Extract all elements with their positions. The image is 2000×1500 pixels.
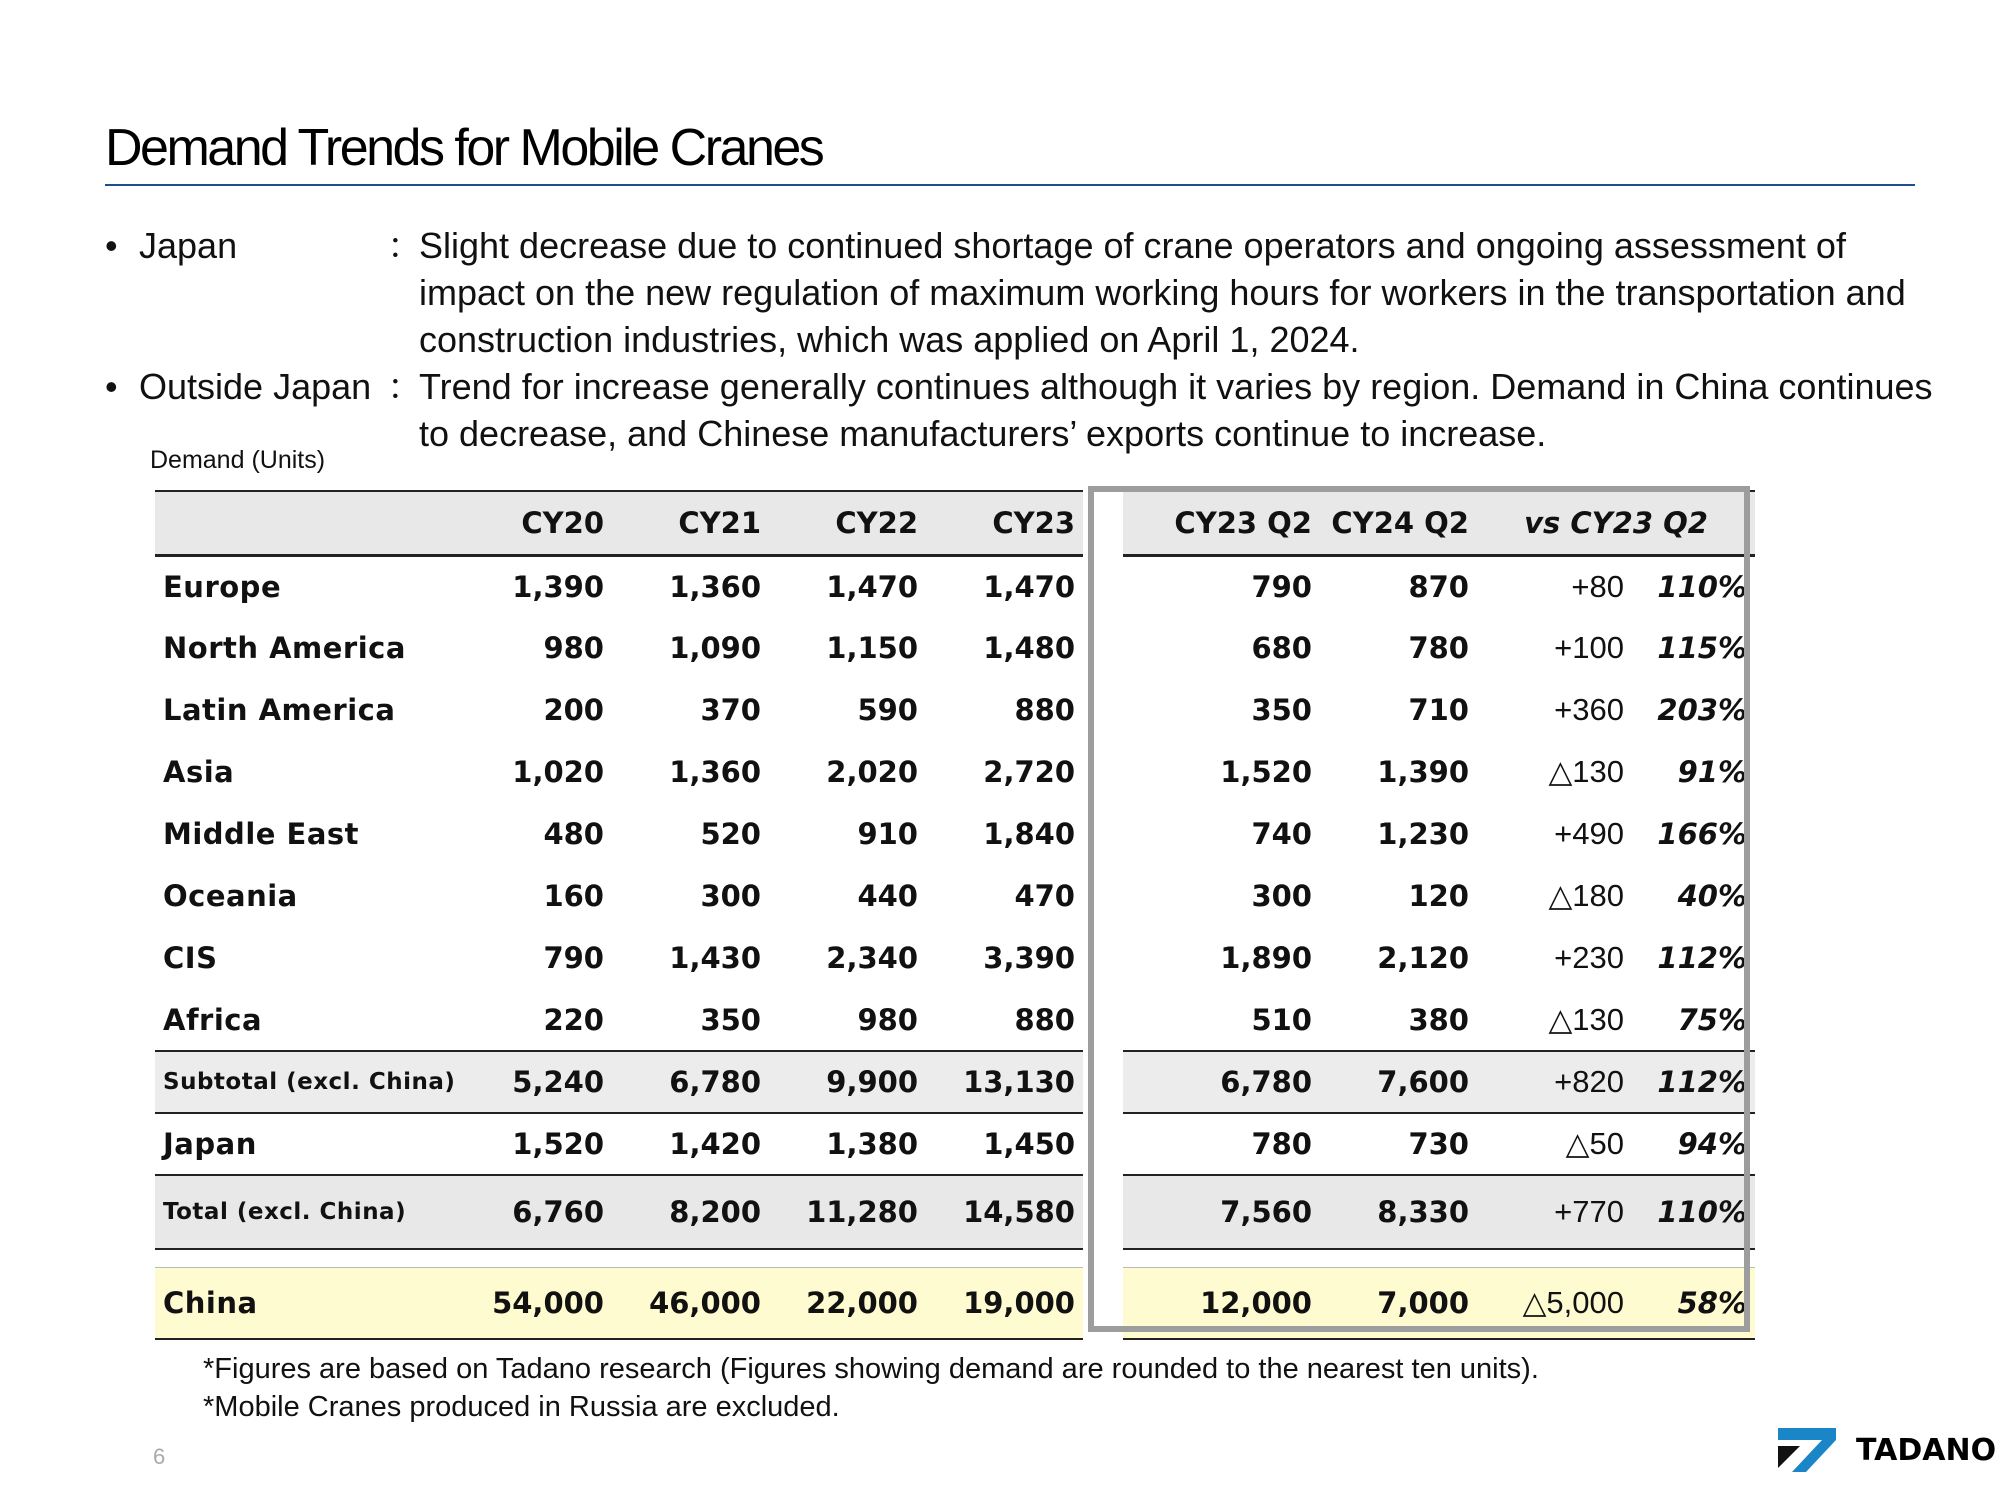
cell-cy21: 1,360 (669, 569, 761, 604)
cell-cy20: 1,390 (512, 569, 604, 604)
footnote: *Mobile Cranes produced in Russia are excluded. (203, 1391, 840, 1423)
header-cy23: CY23 (926, 491, 1083, 555)
cell-cy23: 1,840 (983, 817, 1075, 851)
cell-cy23: 3,390 (983, 941, 1075, 975)
demand-table (155, 490, 1755, 1340)
cell-region: Subtotal (excl. China) (155, 1051, 455, 1113)
cell-diff: +80 (1571, 568, 1624, 604)
cell-cy23: 1,470 (983, 569, 1075, 604)
cell-region: Africa (163, 1002, 263, 1037)
cell-pct: 112% (1632, 1051, 1755, 1113)
cell-cy20: 160 (543, 879, 604, 913)
cell-cy22: 22,000 (769, 1267, 926, 1339)
cell-cy21: 6,780 (612, 1051, 769, 1113)
cell-cy24-q2: 380 (1408, 1002, 1469, 1037)
cell-cy24-q2: 120 (1408, 879, 1469, 913)
tadano-logo (1778, 1428, 1996, 1472)
cell-diff: +770 (1477, 1175, 1632, 1249)
cell-cy22: 2,340 (826, 941, 918, 975)
cell-diff: △130 (1548, 1001, 1624, 1037)
cell-cy23: 2,720 (983, 755, 1075, 789)
cell-pct: 94% (1632, 1113, 1755, 1175)
bullet-marker: • (105, 366, 118, 407)
cell-cy24-q2: 8,330 (1320, 1175, 1477, 1249)
cell-cy21: 8,200 (612, 1175, 769, 1249)
bullet-colon: ： (387, 225, 424, 266)
cell-diff: +490 (1554, 816, 1624, 851)
column-gap (1083, 679, 1123, 741)
cell-cy22: 1,380 (769, 1113, 926, 1175)
cell-cy23: 13,130 (926, 1051, 1083, 1113)
cell-region: Asia (163, 755, 235, 789)
cell-cy24-q2: 710 (1408, 693, 1469, 727)
cell-cy22: 980 (857, 1002, 918, 1037)
cell-diff: +230 (1554, 940, 1624, 975)
cell-cy20: 1,520 (455, 1113, 612, 1175)
cell-cy23-q2: 780 (1123, 1113, 1320, 1175)
subtotal-row (155, 1051, 1755, 1113)
spacer-cell (155, 1249, 1755, 1267)
cell-cy22: 2,020 (826, 755, 918, 789)
cell-pct: 75% (1677, 1002, 1748, 1037)
cell-cy23: 14,580 (926, 1175, 1083, 1249)
cell-pct: 110% (1632, 1175, 1755, 1249)
cell-diff: +820 (1477, 1051, 1632, 1113)
bullet-label: Outside Japan (139, 366, 372, 407)
cell-cy22: 910 (857, 817, 918, 851)
header-cy23-q2: CY23 Q2 (1123, 491, 1320, 555)
cell-cy24-q2: 730 (1320, 1113, 1477, 1175)
cell-cy22: 440 (857, 879, 918, 913)
cell-cy22: 590 (857, 693, 918, 727)
column-gap (1083, 927, 1123, 989)
footnote: *Figures are based on Tadano research (Figures showing demand are rounded to the nearest ten units). (203, 1353, 1539, 1385)
column-gap (1083, 491, 1123, 555)
cell-cy23: 470 (1014, 879, 1075, 913)
cell-cy24-q2: 870 (1408, 569, 1469, 604)
cell-region: China (155, 1267, 455, 1339)
bullet-text: Trend for increase generally continues although it varies by region. Demand in China continues to decrease, and Chinese manufacturers’ exports continue to increase. (419, 366, 1933, 454)
cell-diff: △5,000 (1477, 1267, 1632, 1339)
bullet-text: Slight decrease due to continued shortage of crane operators and ongoing assessment of impact on the new regulation of maximum working hours for workers in the transportation and construction industries, which was applied on April 1, 2024. (419, 225, 1906, 360)
table-row (155, 679, 1755, 741)
column-gap (1083, 1175, 1123, 1249)
cell-cy23-q2: 350 (1251, 693, 1312, 727)
column-gap (1083, 617, 1123, 679)
cell-cy24-q2: 1,230 (1377, 817, 1469, 851)
table-row (155, 555, 1755, 617)
bullet-list (105, 222, 1935, 457)
table-row (155, 865, 1755, 927)
cell-cy20: 980 (543, 631, 604, 665)
cell-cy24-q2: 780 (1408, 631, 1469, 665)
table-row (155, 927, 1755, 989)
table-caption: Demand (Units) (150, 446, 326, 474)
column-gap (1083, 989, 1123, 1051)
cell-cy23-q2: 7,560 (1123, 1175, 1320, 1249)
cell-pct: 110% (1657, 569, 1748, 604)
japan-row (155, 1113, 1755, 1175)
header-cy20: CY20 (455, 491, 612, 555)
cell-cy23-q2: 740 (1251, 817, 1312, 851)
cell-region: Middle East (163, 817, 360, 851)
cell-cy21: 1,420 (612, 1113, 769, 1175)
cell-cy21: 1,090 (669, 631, 761, 665)
cell-cy21: 300 (700, 879, 761, 913)
cell-region: North America (163, 631, 406, 665)
cell-cy23-q2: 12,000 (1123, 1267, 1320, 1339)
header-cy22: CY22 (769, 491, 926, 555)
cell-region: Japan (155, 1113, 455, 1175)
column-gap (1083, 803, 1123, 865)
cell-cy23: 880 (1014, 693, 1075, 727)
cell-region: Latin America (163, 693, 396, 727)
cell-cy21: 370 (700, 693, 761, 727)
bullet-outside-japan (105, 363, 1935, 457)
cell-cy23-q2: 790 (1251, 569, 1312, 604)
cell-cy20: 220 (543, 1002, 604, 1037)
cell-pct: 203% (1657, 693, 1748, 727)
spacer-row (155, 1249, 1755, 1267)
china-row (155, 1267, 1755, 1339)
cell-cy21: 350 (700, 1002, 761, 1037)
cell-cy24-q2: 2,120 (1377, 941, 1469, 975)
cell-cy22: 1,150 (826, 631, 918, 665)
cell-cy21: 1,360 (669, 755, 761, 789)
table-row (155, 989, 1755, 1051)
cell-diff: △180 (1548, 878, 1624, 913)
cell-cy23-q2: 680 (1251, 631, 1312, 665)
cell-cy20: 6,760 (455, 1175, 612, 1249)
header-region (155, 491, 455, 555)
logo-text: TADANO (1856, 1432, 1997, 1468)
cell-cy20: 1,020 (512, 755, 604, 789)
cell-region: Total (excl. China) (155, 1175, 455, 1249)
cell-cy21: 1,430 (669, 941, 761, 975)
table-header-row (155, 491, 1755, 555)
cell-pct: 40% (1677, 879, 1748, 913)
bullet-colon: ： (387, 366, 424, 407)
cell-cy23: 880 (1014, 1002, 1075, 1037)
cell-region: Oceania (163, 879, 298, 913)
cell-diff: △130 (1548, 754, 1624, 789)
cell-cy20: 5,240 (455, 1051, 612, 1113)
cell-cy23: 19,000 (926, 1267, 1083, 1339)
bullet-label: Japan (139, 225, 238, 266)
cell-pct: 115% (1657, 631, 1748, 665)
cell-region: Europe (163, 569, 282, 604)
cell-cy22: 9,900 (769, 1051, 926, 1113)
cell-pct: 166% (1657, 817, 1748, 851)
header-cy24-q2: CY24 Q2 (1320, 491, 1477, 555)
bullet-marker: • (105, 225, 118, 266)
cell-region: CIS (163, 941, 218, 975)
column-gap (1083, 865, 1123, 927)
cell-cy23-q2: 1,520 (1220, 755, 1312, 789)
tadano-logo-icon (1778, 1428, 1836, 1472)
cell-cy24-q2: 7,000 (1320, 1267, 1477, 1339)
bullet-japan (105, 222, 1935, 363)
cell-cy23-q2: 510 (1251, 1002, 1312, 1037)
column-gap (1083, 1051, 1123, 1113)
cell-cy24-q2: 7,600 (1320, 1051, 1477, 1113)
column-gap (1083, 1113, 1123, 1175)
cell-cy20: 54,000 (455, 1267, 612, 1339)
page-title: Demand Trends for Mobile Cranes (105, 119, 823, 177)
column-gap (1083, 741, 1123, 803)
table-row (155, 803, 1755, 865)
cell-cy20: 790 (543, 941, 604, 975)
cell-pct: 58% (1632, 1267, 1755, 1339)
title-divider (105, 184, 1915, 186)
cell-cy21: 520 (700, 817, 761, 851)
cell-diff: △50 (1477, 1113, 1632, 1175)
cell-diff: +100 (1554, 630, 1624, 665)
cell-cy21: 46,000 (612, 1267, 769, 1339)
cell-cy23-q2: 1,890 (1220, 941, 1312, 975)
cell-pct: 112% (1657, 941, 1748, 975)
cell-pct: 91% (1677, 755, 1748, 789)
cell-diff: +360 (1554, 692, 1624, 727)
cell-cy20: 480 (543, 817, 604, 851)
cell-cy22: 11,280 (769, 1175, 926, 1249)
cell-cy23-q2: 6,780 (1123, 1051, 1320, 1113)
table-row (155, 741, 1755, 803)
total-row (155, 1175, 1755, 1249)
table-row (155, 617, 1755, 679)
header-vs-cy23-q2: vs CY23 Q2 (1477, 491, 1755, 555)
header-cy21: CY21 (612, 491, 769, 555)
cell-cy24-q2: 1,390 (1377, 755, 1469, 789)
cell-cy23-q2: 300 (1251, 879, 1312, 913)
footnotes (203, 1350, 1539, 1426)
column-gap (1083, 1267, 1123, 1339)
cell-cy23: 1,480 (983, 631, 1075, 665)
cell-cy20: 200 (543, 693, 604, 727)
page-number: 6 (153, 1444, 166, 1469)
cell-cy22: 1,470 (826, 569, 918, 604)
cell-cy23: 1,450 (926, 1113, 1083, 1175)
column-gap (1083, 555, 1123, 617)
